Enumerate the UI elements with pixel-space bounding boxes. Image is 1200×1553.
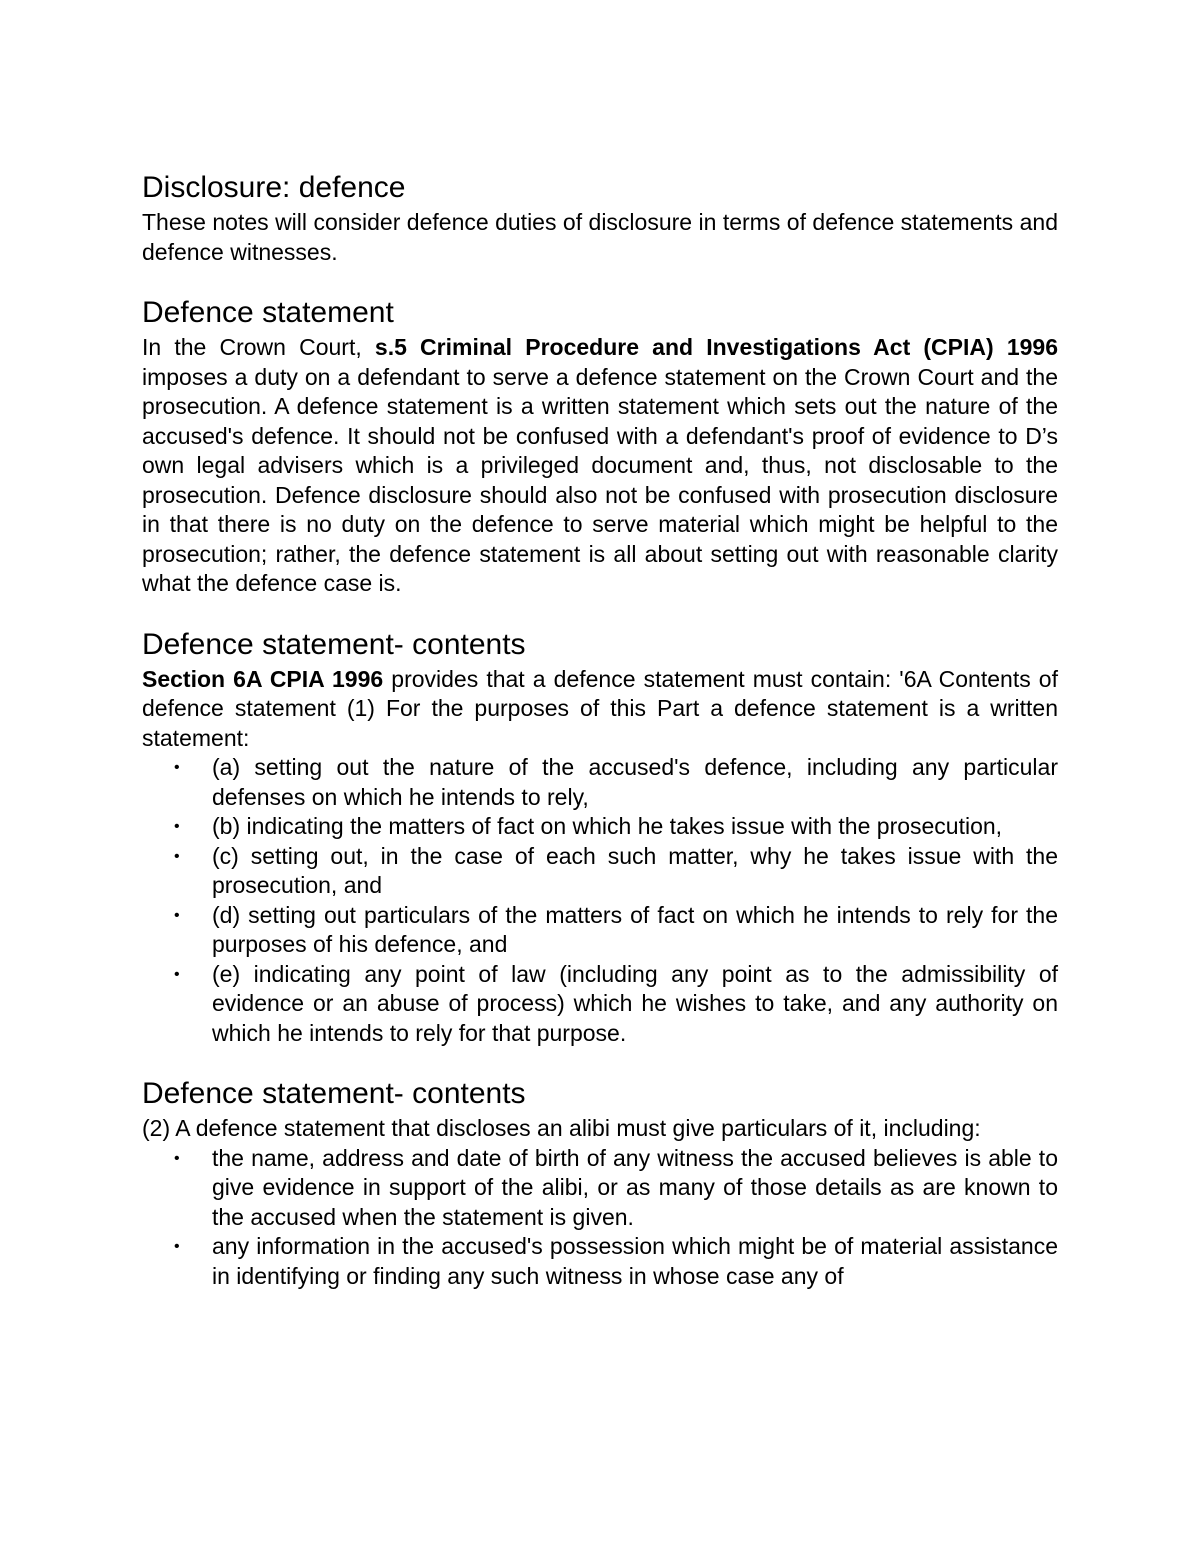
list-item (142, 901, 1058, 960)
bullet-icon: • (174, 818, 180, 835)
section-defence-statement-contents-1 (142, 627, 1058, 1049)
contents-list (142, 753, 1058, 1048)
list-item (142, 812, 1058, 842)
section-disclosure-defence (142, 170, 1058, 267)
paragraph-alibi: (2) A defence statement that discloses an alibi must give particulars of it, including: (142, 1115, 981, 1141)
list-item (142, 753, 1058, 812)
bullet-icon: • (174, 1238, 180, 1255)
heading-defence-statement-contents: Defence statement- contents (142, 1077, 526, 1110)
section-defence-statement-contents-2 (142, 1076, 1058, 1291)
paragraph-section-6a (142, 665, 1058, 754)
list-item-text: any information in the accused's possession which might be of material assistance in identifying or finding any such witness in whose case any of (212, 1233, 1058, 1289)
bullet-icon: • (174, 847, 180, 865)
paragraph-defence-statement (142, 333, 1058, 599)
paragraph-body-text: imposes a duty on a defendant to serve a defence statement on the Crown Court and the prosecution. A defence statement is a written statement which sets out the nature of the accused's defence. It should not be confused with a defendant's proof of evidence to D’s own legal advisers which is a privileged document and, thus, not disclosable to the prosecution. Defence disclosure should also not be confused with prosecution disclosure in that there is no duty on the defence to serve material which might be helpful to the prosecution; rather, the defence statement is all about setting out with reasonable clarity what the defence case is. (142, 363, 1058, 596)
bullet-icon: • (174, 1149, 180, 1167)
bullet-icon: • (174, 759, 180, 776)
heading-defence-statement: Defence statement (142, 296, 394, 329)
list-item (142, 1144, 1058, 1233)
bullet-icon: • (174, 965, 180, 983)
statute-reference: s.5 Criminal Procedure and Investigations Act (CPIA) 1996 (374, 334, 1058, 360)
statute-reference: Section 6A CPIA 1996 (142, 665, 384, 692)
paragraph-body-text: provides that a defence statement must contain: '6A Contents of defence statement (1) For the purposes of this Part a defence statement is a written statement: (142, 665, 1058, 751)
heading-defence-statement-contents: Defence statement- contents (142, 627, 526, 661)
list-item (142, 842, 1058, 901)
document-page (142, 170, 1058, 1319)
list-item-text: (c) setting out, in the case of each such matter, why he takes issue with the prosecution, and (212, 842, 1058, 898)
list-item (142, 1232, 1058, 1291)
list-item-text: (a) setting out the nature of the accused's defence, including any particular defenses on which he intends to rely, (212, 754, 1058, 810)
list-item-text: (b) indicating the matters of fact on which he takes issue with the prosecution, (212, 813, 1003, 839)
paragraph-intro: These notes will consider defence duties of disclosure in terms of defence statements and defence witnesses. (142, 209, 1058, 265)
bullet-icon: • (174, 906, 180, 924)
paragraph-lead-text: In the Crown Court, (142, 334, 375, 360)
section-defence-statement (142, 295, 1058, 599)
alibi-list (142, 1144, 1058, 1292)
list-item (142, 960, 1058, 1049)
list-item-text: the name, address and date of birth of any witness the accused believes is able to give evidence in support of the alibi, or as many of those details as are known to the accused when the statement is given. (212, 1144, 1058, 1230)
list-item-text: (d) setting out particulars of the matters of fact on which he intends to rely for the purposes of his defence, and (212, 901, 1058, 957)
heading-disclosure-defence: Disclosure: defence (142, 171, 406, 204)
list-item-text: (e) indicating any point of law (including any point as to the admissibility of evidence or an abuse of process) which he wishes to take, and any authority on which he intends to rely for that purpose. (212, 960, 1058, 1046)
